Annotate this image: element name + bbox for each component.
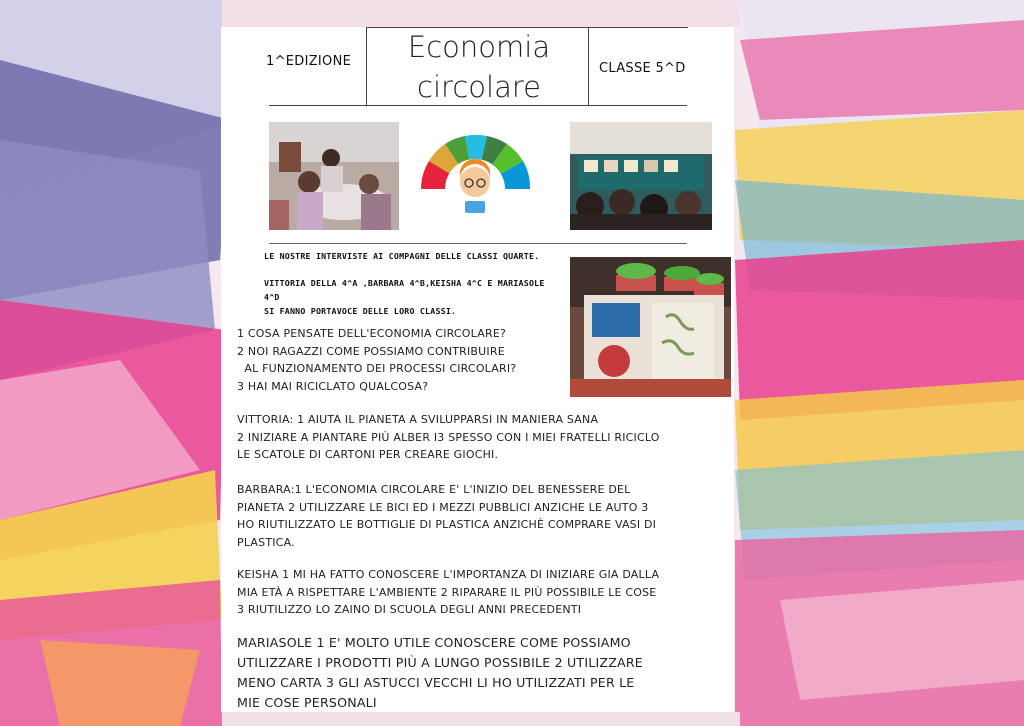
title-line-1: Economia bbox=[407, 30, 551, 64]
barbara-line-3: HO RIUTILIZZATO LE BOTTIGLIE DI PLASTICA ANZICHÈ COMPRARE VASI DI bbox=[237, 518, 657, 531]
edition-label: 1^EDIZIONE bbox=[266, 54, 352, 69]
keisha-line-1: KEISHA 1 MI HA FATTO CONOSCERE L'IMPORTANZA DI INIZIARE GIA DALLA bbox=[237, 568, 660, 581]
header-divider-right bbox=[588, 27, 589, 105]
section-divider bbox=[269, 243, 687, 244]
intro-line-1: LE NOSTRE INTERVISTE AI COMPAGNI DELLE CLASSI QUARTE. bbox=[264, 251, 540, 261]
sdg-goals-wheel-illustration bbox=[413, 127, 538, 219]
interview-intro bbox=[264, 249, 564, 318]
vittoria-line-3: LE SCATOLE DI CARTONI PER CREARE GIOCHI. bbox=[237, 448, 499, 461]
barbara-line-1: BARBARA:1 L'ECONOMIA CIRCOLARE E' L'INIZIO DEL BENESSERE DEL bbox=[237, 483, 631, 496]
keisha-answer bbox=[237, 566, 723, 619]
question-2: 2 NOI RAGAZZI COME POSSIAMO CONTRIBUIRE bbox=[237, 344, 505, 358]
mariasole-line-2: UTILIZZARE I PRODOTTI PIÙ A LUNGO POSSIBILE 2 UTILIZZARE bbox=[237, 655, 643, 670]
barbara-answer bbox=[237, 481, 723, 551]
vittoria-line-1: VITTORIA: 1 AIUTA IL PIANETA A SVILUPPARSI IN MANIERA SANA bbox=[237, 413, 599, 426]
mariasole-line-1: MARIASOLE 1 E' MOLTO UTILE CONOSCERE COME POSSIAMO bbox=[237, 635, 631, 650]
intro-line-2: VITTORIA DELLA 4^A ,BARBARA 4^B,KEISHA 4^C E MARIASOLE 4^D bbox=[264, 278, 545, 302]
newsletter-page bbox=[221, 27, 734, 712]
barbara-line-4: PLASTICA. bbox=[237, 535, 295, 549]
keisha-line-2: MIA ETÀ A RISPETTARE L'AMBIENTE 2 RIPARARE IL PIÙ POSSIBILE LE COSE bbox=[237, 585, 657, 599]
question-1: 1 COSA PENSATE DELL'ECONOMIA CIRCOLARE? bbox=[237, 327, 507, 340]
class-label: CLASSE 5^D bbox=[599, 61, 686, 76]
question-2-cont: AL FUNZIONAMENTO DEI PROCESSI CIRCOLARI? bbox=[237, 362, 517, 375]
keisha-line-3: 3 RIUTILIZZO LO ZAINO DI SCUOLA DEGLI ANNI PRECEDENTI bbox=[237, 603, 582, 616]
vittoria-answer bbox=[237, 411, 723, 464]
classroom-children-photo bbox=[269, 122, 399, 230]
vittoria-line-2: 2 INIZIARE A PIANTARE PIÙ ALBER I3 SPESSO CON I MIEI FRATELLI RICICLO bbox=[237, 430, 660, 444]
question-3: 3 HAI MAI RICICLATO QUALCOSA? bbox=[237, 379, 429, 393]
mariasole-answer bbox=[237, 633, 723, 712]
classroom-presentation-photo bbox=[570, 122, 712, 230]
title-line-2: circolare bbox=[417, 70, 541, 104]
page-title bbox=[371, 27, 587, 107]
mariasole-line-3: MENO CARTA 3 GLI ASTUCCI VECCHI LI HO UTILIZZATI PER LE bbox=[237, 675, 635, 690]
mariasole-line-4: MIE COSE PERSONALI bbox=[237, 695, 377, 710]
questions-block bbox=[237, 325, 723, 395]
intro-line-3: SI FANNO PORTAVOCE DELLE LORO CLASSI. bbox=[264, 306, 457, 316]
header-divider-left bbox=[366, 27, 367, 105]
barbara-line-2: PIANETA 2 UTILIZZARE LE BICI ED I MEZZI PUBBLICI ANZICHE LE AUTO 3 bbox=[237, 500, 649, 514]
